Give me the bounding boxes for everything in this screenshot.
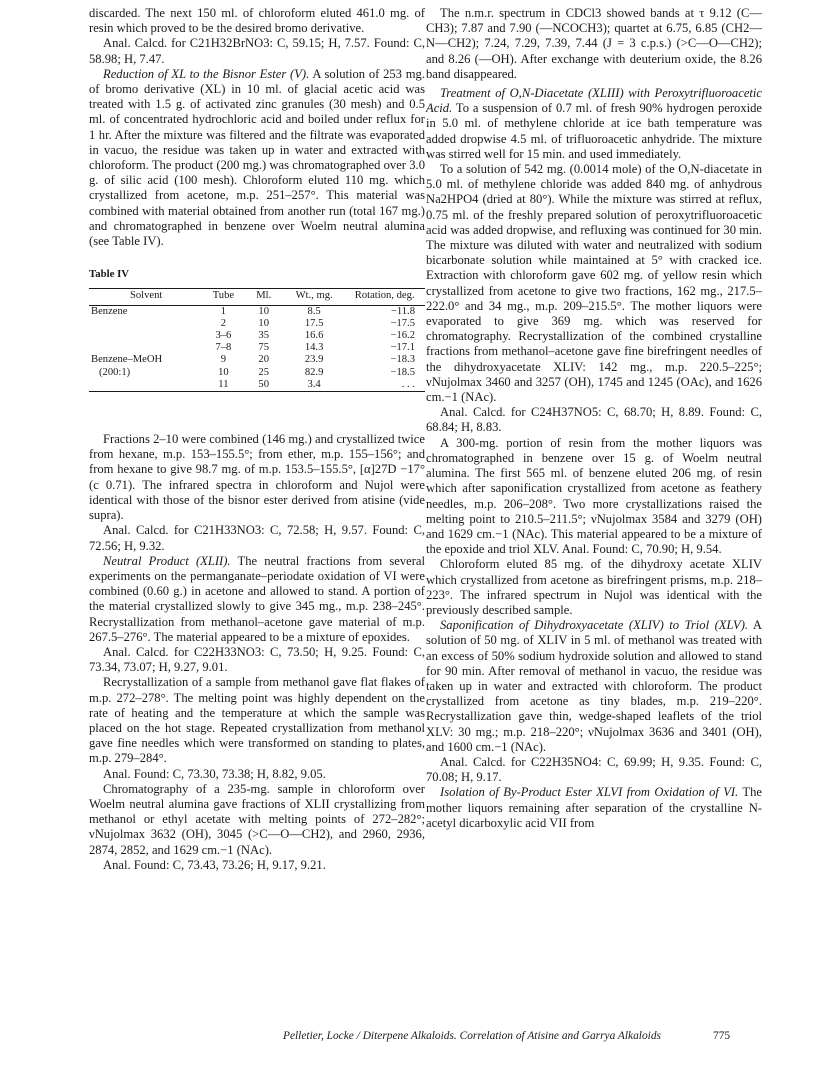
section-title: Neutral Product (XLII).: [103, 553, 231, 568]
table-row: [89, 354, 425, 366]
cell-solvent: (200:1): [99, 366, 131, 378]
cell-weight: 14.3: [304, 342, 324, 354]
cell-rotation: −11.8: [390, 305, 415, 317]
cell-weight: 8.5: [307, 305, 321, 317]
table-title: Table IV: [89, 268, 130, 281]
table-row: [89, 342, 425, 354]
cell-ml: 10: [258, 317, 270, 329]
table-row: [89, 318, 425, 330]
column-header-tube: Tube: [203, 289, 243, 304]
section-body: A solution of 50 mg. of XLIV in 5 ml. of methanol was treated with an excess of 50% sodium hydroxide solution and allowed to stand for 90 min. After removal of methanol in vacuo, the residue was taken up in water and extracted with chloroform. The product crystallized from acetone as tiny blades, m.p. 219–220°. Recrystallization gave thin, wedge-shaped leaflets of the triol XLV: 30 mg.; m.p. 218–220°; νNujolmax 3636 and 3401 (OH), and 1600 cm.−1 (NAc).: [426, 618, 762, 754]
section-body: To a suspension of 0.7 ml. of fresh 90% hydrogen peroxide in 5.0 ml. of methylene chloride at ice bath temperature was added dropwise 4.5 ml. of trifluoroacetic anhydride. The mixture was stirred well for 15 min. and used immediately.: [426, 101, 763, 161]
column-header-rotation: Rotation, deg.: [344, 289, 425, 304]
section-paragraph: [426, 785, 762, 831]
section-body: The mother liquors remaining after separation of the crystalline N-acetyl dicarboxylic acid VII from: [426, 785, 762, 830]
running-footer: Pelletier, Locke / Diterpene Alkaloids. Correlation of Atisine and Garrya Alkaloids: [283, 1030, 661, 1042]
cell-tube: 3–6: [215, 330, 232, 342]
table-row: [89, 330, 425, 342]
cell-tube: 7–8: [215, 342, 232, 354]
paragraph: Recrystallization of a sample from methanol gave flat flakes of m.p. 272–278°. The melting point was highly dependent on the rate of heating and the temperature at which the sample was placed on the hot stage. Repeated crystallization from methanol gave fine needles which were transformed on standing to plates, m.p. 279–284°.: [89, 675, 425, 766]
cell-tube: 10: [218, 366, 229, 378]
table-row: [89, 305, 425, 318]
cell-ml: 75: [258, 342, 270, 354]
section-paragraph: [426, 86, 762, 162]
cell-solvent: [89, 330, 203, 342]
cell-weight: 82.9: [304, 366, 324, 378]
analysis-paragraph: Anal. Calcd. for C21H33NO3: C, 72.58; H, 9.57. Found: C, 72.56; H, 9.32.: [89, 523, 425, 553]
paragraph: A 300-mg. portion of resin from the mother liquors was chromatographed in benzene over 15 g. of Woelm neutral alumina. The first 565 ml. of benzene eluted 206 mg. of resin which after saponification crystallized from acetone as feathery needles, m.p. 206–208°. Two more crystallizations raised the melting point to 210.5–211.5°; νNujolmax 3584 and 3279 (OH) and 1629 cm.−1 (NAc). This material appeared to be a mixture of the epoxide and triol XLV. Anal. Found: C, 70.90; H, 9.54.: [426, 435, 762, 557]
cell-solvent: [89, 318, 203, 330]
cell-rotation: −18.3: [390, 354, 415, 366]
section-paragraph: [89, 554, 425, 645]
section-paragraph: [426, 618, 762, 755]
analysis-paragraph: Anal. Found: C, 73.43, 73.26; H, 9.17, 9.21.: [103, 857, 326, 872]
cell-rotation: . . .: [344, 379, 425, 392]
cell-tube: 9: [220, 354, 227, 366]
cell-ml: 50: [244, 379, 284, 392]
cell-rotation: −17.5: [390, 317, 415, 329]
section-body: A solution of 253 mg. of bromo derivative (XL) in 10 ml. of glacial acetic acid was treated with 1.5 g. of activated zinc granules (30 mesh) and 0.5 ml. of concentrated hydrochloric acid and boiled under reflux for 1 hr. After the mixture was filtered and the filtrate was evaporated in vacuo, the residue was taken up in water and extracted with chloroform. The product (200 mg.) was chromatographed over 3.0 g. of silic acid (100 mesh). Chloroform eluted 110 mg. which crystallized from acetone, m.p. 251–257°. This material was combined with material obtained from another run (total 167 mg.) and chromatographed in benzene over Woelm neutral alumina (see Table IV).: [89, 66, 425, 249]
section-paragraph: [89, 67, 425, 249]
section-title: Saponification of Dihydroxyacetate (XLIV) to Triol (XLV).: [440, 618, 749, 633]
paragraph: Chloroform eluted 85 mg. of the dihydroxy acetate XLIV which crystallized from acetone as birefringent prisms, m.p. 218–223°. The infrared spectrum in Nujol was identical with the previously described sample.: [426, 557, 762, 617]
cell-rotation: −16.2: [390, 330, 415, 342]
cell-tube: 2: [220, 317, 227, 329]
cell-solvent: Benzene: [91, 305, 128, 317]
cell-rotation: −17.1: [390, 342, 415, 354]
cell-weight: 17.5: [304, 317, 324, 329]
cell-rotation: −18.5: [390, 366, 415, 378]
cell-ml: 20: [258, 354, 270, 366]
table-row: [89, 367, 425, 379]
section-title: Reduction of XL to the Bisnor Ester (V).: [103, 66, 310, 81]
section-title: Isolation of By-Product Ester XLVI from Oxidation of VI.: [440, 785, 739, 800]
column-header-weight: Wt., mg.: [284, 289, 344, 304]
data-table: [89, 288, 425, 392]
column-header-solvent: Solvent: [89, 289, 203, 304]
cell-tube: 11: [203, 379, 243, 392]
table-row: [89, 379, 425, 392]
analysis-paragraph: Anal. Calcd. for C24H37NO5: C, 68.70; H, 8.89. Found: C, 68.84; H, 8.83.: [426, 405, 762, 435]
analysis-paragraph: Anal. Calcd. for C22H35NO4: C, 69.99; H, 9.35. Found: C, 70.08; H, 9.17.: [426, 754, 762, 785]
cell-solvent: [89, 379, 203, 392]
cell-ml: 35: [258, 330, 270, 342]
analysis-paragraph: Anal. Found: C, 73.30, 73.38; H, 8.82, 9.05.: [103, 766, 326, 781]
column-header-ml: Ml.: [244, 289, 284, 304]
paragraph: The n.m.r. spectrum in CDCl3 showed bands at τ 9.12 (C—CH3); 7.87 and 7.90 (—NCOCH3); quartet at 6.75, 6.85 (CH2—N—CH2); 7.24, 7.29, 7.39, 7.44 (J = 3 c.p.s.) (>C—O—CH2); and 8.26 (—OH). After exchange with deuterium oxide, the 8.26 band disappeared.: [426, 6, 762, 81]
paragraph: discarded. The next 150 ml. of chloroform eluted 461.0 mg. of resin which proved to be the desired bromo derivative.: [89, 6, 425, 36]
right-column: [426, 6, 762, 831]
page-number: 775: [713, 1030, 731, 1042]
cell-weight: 3.4: [284, 379, 344, 392]
analysis-paragraph: Anal. Calcd. for C22H33NO3: C, 73.50; H, 9.25. Found: C, 73.34, 73.07; H, 9.27, 9.01.: [89, 644, 425, 675]
cell-weight: 16.6: [304, 330, 324, 342]
left-column: [89, 6, 425, 873]
analysis-paragraph: Anal. Calcd. for C21H32BrNO3: C, 59.15; H, 7.57. Found: C, 58.98; H, 7.47.: [89, 36, 425, 66]
cell-ml: 25: [258, 366, 270, 378]
cell-tube: 1: [220, 305, 227, 317]
paragraph: Fractions 2–10 were combined (146 mg.) and crystallized twice from hexane, m.p. 153–155.5°; from ether, m.p. 155–156°; and from hexane to give 98.7 mg. of m.p. 153.5–155.5°, [α]27D −17° (c 0.71). The infrared spectra in chloroform and Nujol were identical with those of the bisnor ester derived from atisine (vide supra).: [89, 432, 425, 523]
section-title: Treatment of O,N-Diacetate (XLIII) with Peroxytrifluoroacetic Acid.: [426, 86, 762, 116]
cell-ml: 10: [258, 305, 270, 317]
paragraph: Chromatography of a 235-mg. sample in chloroform over Woelm neutral alumina gave fractions of XLII crystallizing from methanol or ethyl acetate with melting points of 272–282°; νNujolmax 3632 (OH), 3045 (>C—O—CH2), and 2960, 2936, 2874, 2852, and 1629 cm.−1 (NAc).: [89, 781, 425, 857]
cell-weight: 23.9: [304, 354, 324, 366]
cell-solvent: Benzene–MeOH: [91, 354, 163, 366]
cell-solvent: [89, 342, 203, 354]
section-body: The neutral fractions from several experiments on the permanganate–periodate oxidation of VI were combined (0.60 g.) in acetone and allowed to stand. A portion of the material crystallized slowly to give 345 mg., m.p. 238–245°. Recrystallization from methanol–acetone gave material of m.p. 267.5–276°. The material appeared to be a mixture of epoxides.: [89, 553, 425, 644]
paragraph: To a solution of 542 mg. (0.0014 mole) of the O,N-diacetate in 5.0 ml. of methylene chloride was added 840 mg. of anhydrous Na2HPO4 (dried at 80°). While the mixture was stirred at reflux, 0.75 ml. of the freshly prepared solution of peroxytrifluoroacetic acid was added dropwise, and refluxing was continued for 30 min. The mixture was diluted with water and neutralized with sodium bicarbonate solution while maintained at 5° with cracked ice. Extraction with chloroform gave 602 mg. of yellow resin which crystallized from acetone to give two fractions, 162 mg., 217.5–222.0° and 34 mg., m.p. 209–215.5°. The mother liquors were evaporated to give 369 mg. which was reserved for chromatography. Recrystallization of the combined crystalline fractions from methanol–acetone gave fine birefringent needles of the dihydroxyacetate XLIV: 142 mg., m.p. 220.5–225°; νNujolmax 3460 and 3257 (OH), 1745 and 1245 (OAc), and 1626 cm.−1 (NAc).: [426, 162, 762, 405]
